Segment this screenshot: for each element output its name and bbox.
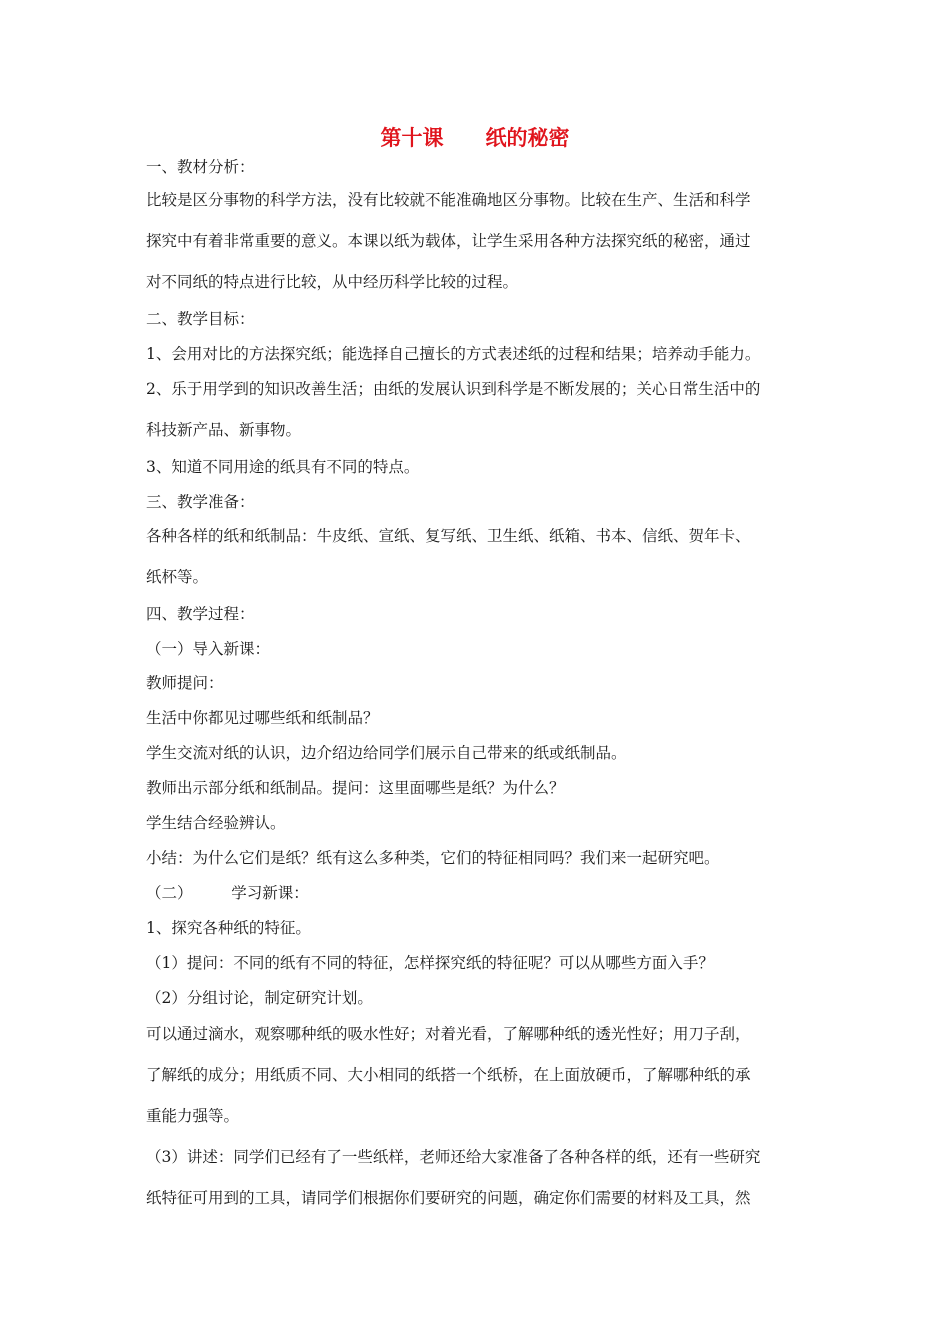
section-heading: 二、教学目标： (146, 310, 255, 328)
paragraph-line: 2、乐于用学到的知识改善生活；由纸的发展认识到科学是不断发展的；关心日常生活中的 (146, 380, 761, 398)
paragraph-line: （1）提问：不同的纸有不同的特征，怎样探究纸的特征呢？可以从哪些方面入手？ (146, 954, 714, 972)
paragraph-line: 教师提问： (146, 674, 224, 692)
subsection-heading: （一）导入新课： (146, 640, 271, 658)
subsection-heading: （二） 学习新课： (146, 884, 309, 902)
paragraph-line: 了解纸的成分；用纸质不同、大小相同的纸搭一个纸桥，在上面放硬币，了解哪种纸的承 (146, 1066, 751, 1084)
paragraph-line: 1、会用对比的方法探究纸；能选择自己擅长的方式表述纸的过程和结果；培养动手能力。 (146, 345, 761, 363)
paragraph-line: 比较是区分事物的科学方法，没有比较就不能准确地区分事物。比较在生产、生活和科学 (146, 191, 751, 209)
paragraph-line: 各种各样的纸和纸制品：牛皮纸、宣纸、复写纸、卫生纸、纸箱、书本、信纸、贺年卡、 (146, 527, 751, 545)
paragraph-line: 教师出示部分纸和纸制品。提问：这里面哪些是纸？为什么？ (146, 779, 565, 797)
paragraph-line: 1、探究各种纸的特征。 (146, 919, 311, 937)
paragraph-line: 小结：为什么它们是纸？纸有这么多种类，它们的特征相同吗？我们来一起研究吧。 (146, 849, 720, 867)
section-heading: 一、教材分析： (146, 158, 255, 176)
paragraph-line: 纸杯等。 (146, 568, 209, 586)
paragraph-line: 纸特征可用到的工具，请同学们根据你们要研究的问题，确定你们需要的材料及工具，然 (146, 1189, 751, 1207)
section-heading: 三、教学准备： (146, 493, 255, 511)
paragraph-line: （3）讲述：同学们已经有了一些纸样，老师还给大家准备了各种各样的纸，还有一些研究 (146, 1148, 761, 1166)
paragraph-line: 生活中你都见过哪些纸和纸制品？ (146, 709, 379, 727)
section-heading: 四、教学过程： (146, 605, 255, 623)
paragraph-line: 科技新产品、新事物。 (146, 421, 302, 439)
paragraph-line: 学生交流对纸的认识，边介绍边给同学们展示自己带来的纸或纸制品。 (146, 744, 627, 762)
paragraph-line: 3、知道不同用途的纸具有不同的特点。 (146, 458, 420, 476)
paragraph-line: 探究中有着非常重要的意义。本课以纸为载体，让学生采用各种方法探究纸的秘密，通过 (146, 232, 751, 250)
paragraph-line: 学生结合经验辨认。 (146, 814, 286, 832)
paragraph-line: 对不同纸的特点进行比较，从中经历科学比较的过程。 (146, 273, 519, 291)
paragraph-line: 重能力强等。 (146, 1107, 240, 1125)
page-title: 第十课 纸的秘密 (380, 125, 570, 150)
paragraph-line: 可以通过滴水，观察哪种纸的吸水性好；对着光看，了解哪种纸的透光性好；用刀子刮， (146, 1025, 751, 1043)
paragraph-line: （2）分组讨论，制定研究计划。 (146, 989, 373, 1007)
